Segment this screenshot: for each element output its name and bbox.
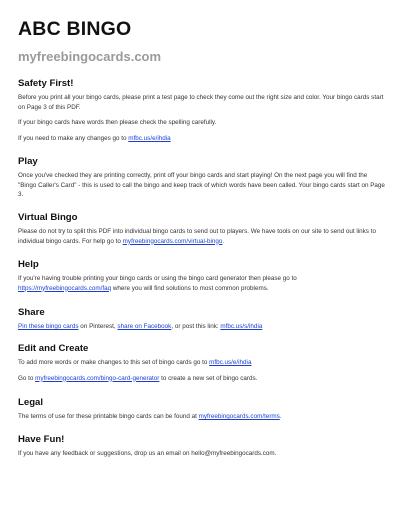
play-paragraph-1: Once you've checked they are printing correctly, print off your bingo cards and start playing! On the next page you will find the "Bingo Caller's Card" - this is used to call the bingo and keep track of which words have been called. Your bingo cards start on Page 3. bbox=[18, 172, 385, 198]
pinterest-link[interactable]: Pin these bingo cards bbox=[18, 323, 79, 330]
section-heading-legal: Legal bbox=[18, 397, 44, 408]
fun-paragraph-1: If you have any feedback or suggestions, drop us an email on hello@myfreebingocards.com. bbox=[18, 450, 277, 457]
legal-paragraph-1-end: . bbox=[279, 413, 282, 420]
terms-link[interactable]: myfreebingocards.com/terms bbox=[198, 413, 280, 420]
section-heading-edit-create: Edit and Create bbox=[18, 343, 89, 354]
virtual-paragraph-1-end: . bbox=[222, 237, 225, 245]
help-paragraph-1 bbox=[18, 274, 386, 293]
generator-link[interactable]: myfreebingocards.com/bingo-card-generator bbox=[35, 374, 160, 382]
edit-paragraph-2-end: to create a new set of bingo cards. bbox=[159, 374, 258, 382]
edit-paragraph-2 bbox=[18, 374, 386, 384]
section-heading-safety: Safety First! bbox=[18, 78, 74, 89]
share-short-link[interactable]: mfbc.us/s/ihdia bbox=[220, 323, 263, 330]
help-paragraph-1-end: where you will find solutions to most common problems. bbox=[111, 284, 269, 292]
section-safety bbox=[18, 78, 386, 149]
site-name: myfreebingocards.com bbox=[18, 49, 162, 64]
safety-paragraph-3-text: If you need to make any changes go to bbox=[18, 134, 129, 142]
virtual-bingo-link[interactable]: myfreebingocards.com/virtual-bingo bbox=[122, 237, 223, 245]
faq-link[interactable]: https://myfreebingocards.com/faq bbox=[18, 284, 112, 292]
safety-paragraph-3 bbox=[18, 134, 386, 144]
section-virtual-bingo bbox=[18, 212, 386, 252]
help-paragraph-1-text: If you're having trouble printing your bingo cards or using the bingo card generator then please go to bbox=[18, 275, 297, 282]
safety-paragraph-1: Before you print all your bingo cards, please print a test page to check they come out the right size and color. Your bingo cards start on Page 3 of this PDF. bbox=[18, 94, 384, 111]
section-help bbox=[18, 259, 386, 299]
section-heading-have-fun: Have Fun! bbox=[18, 434, 65, 445]
legal-paragraph-1-text: The terms of use for these printable bingo cards can be found at bbox=[18, 413, 199, 420]
section-share bbox=[18, 307, 386, 338]
section-heading-share: Share bbox=[18, 307, 45, 318]
share-paragraph-1 bbox=[18, 322, 386, 332]
section-play bbox=[18, 156, 386, 206]
share-text-1: on Pinterest, bbox=[78, 323, 118, 330]
facebook-share-link[interactable]: share on Facebook bbox=[117, 323, 172, 330]
edit-short-link[interactable]: mfbc.us/e/ihdia bbox=[209, 359, 252, 366]
share-text-2: , or post this link: bbox=[171, 323, 221, 330]
virtual-paragraph-1-text: Please do not try to split this PDF into individual bingo cards to send out to players. We have tools on our site to send out links to individual bingo cards. For help go to bbox=[18, 228, 376, 245]
virtual-paragraph-1 bbox=[18, 227, 386, 246]
edit-paragraph-1 bbox=[18, 358, 386, 368]
legal-paragraph-1 bbox=[18, 412, 386, 422]
section-heading-play: Play bbox=[18, 156, 38, 167]
safety-paragraph-2: If your bingo cards have words then please check the spelling carefully. bbox=[18, 119, 217, 126]
edit-paragraph-2-text: Go to bbox=[18, 374, 36, 382]
section-heading-help: Help bbox=[18, 259, 39, 270]
section-edit-create bbox=[18, 343, 386, 389]
section-have-fun bbox=[18, 434, 386, 465]
page-title: ABC BINGO bbox=[18, 18, 132, 40]
edit-paragraph-1-text: To add more words or make changes to this set of bingo cards go to bbox=[18, 359, 210, 366]
section-legal bbox=[18, 397, 386, 428]
section-heading-virtual-bingo: Virtual Bingo bbox=[18, 212, 78, 223]
edit-link[interactable]: mfbc.us/e/ihdia bbox=[128, 134, 171, 142]
